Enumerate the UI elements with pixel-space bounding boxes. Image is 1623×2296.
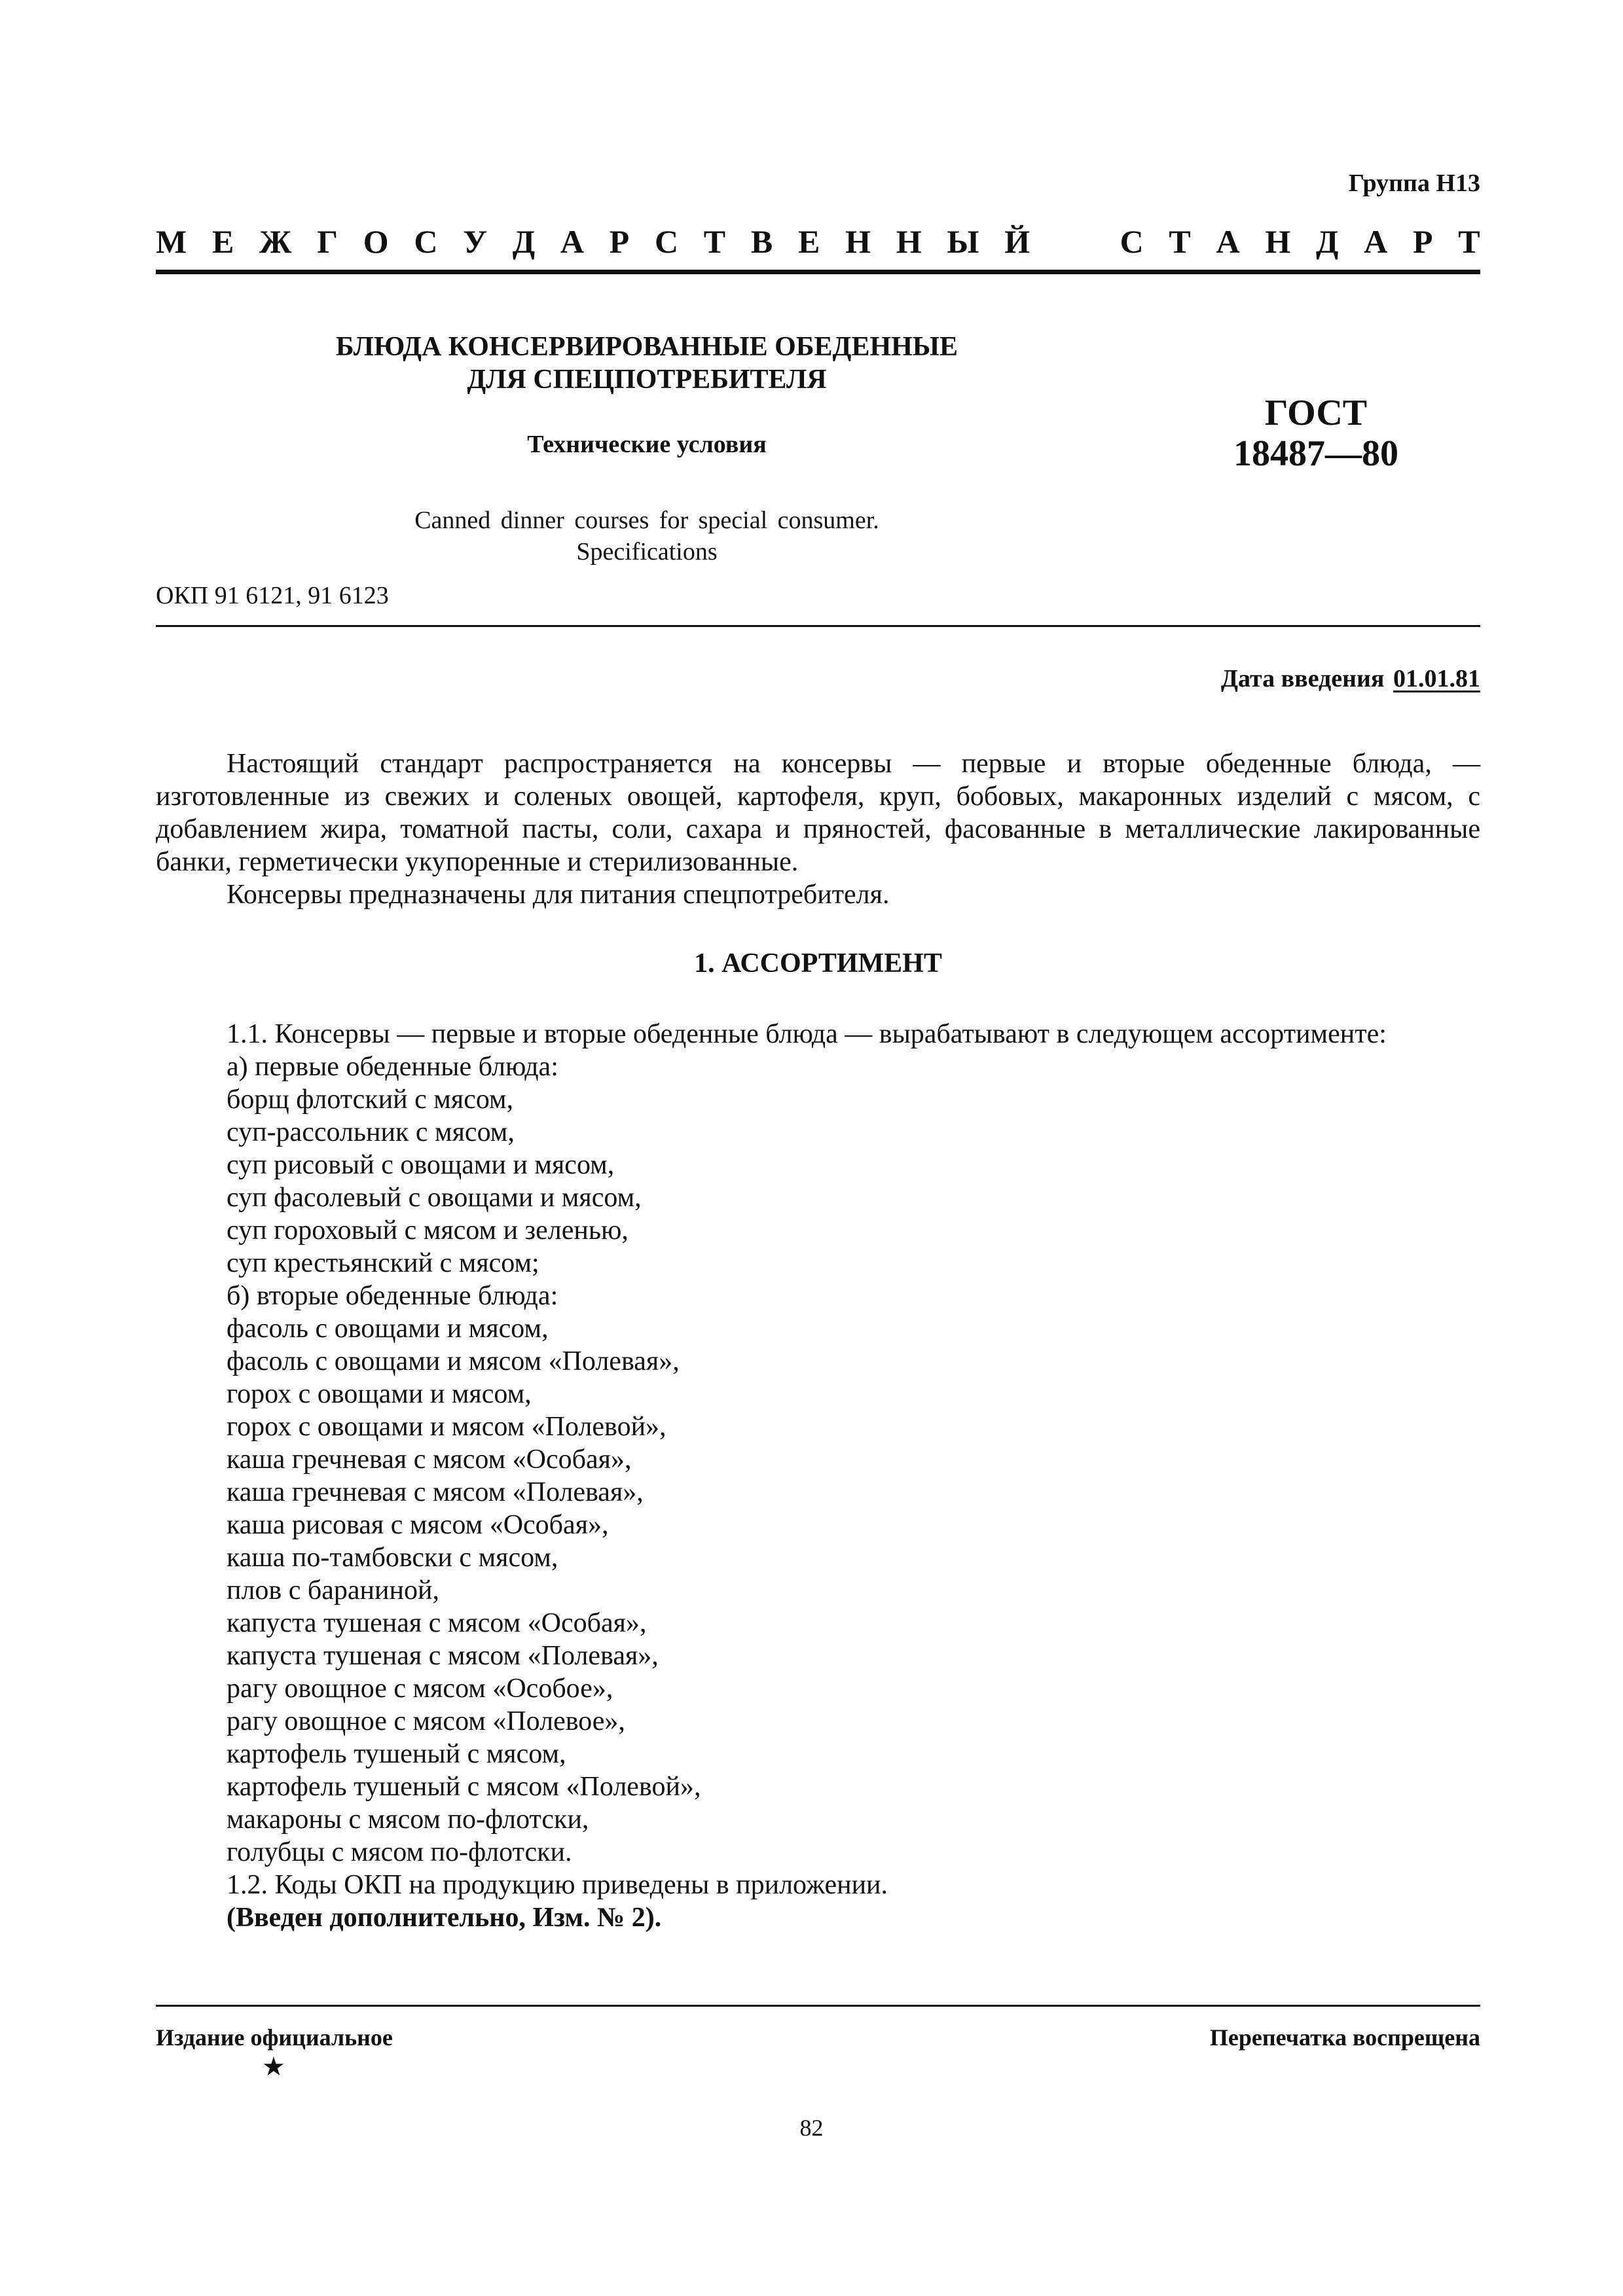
list-item: горох с овощами и мясом «Полевой»,: [227, 1412, 666, 1442]
list-item: суп фасолевый с овощами и мясом,: [227, 1183, 642, 1213]
list-item: а) первые обеденные блюда:: [227, 1052, 558, 1082]
heading-letter: Й: [1004, 223, 1030, 260]
list-item: рагу овощное с мясом «Полевое»,: [227, 1706, 625, 1736]
heading-letter: Н: [845, 223, 871, 260]
heading-letter: У: [463, 223, 487, 260]
list-item: рагу овощное с мясом «Особое»,: [227, 1674, 613, 1704]
list-item: борщ флотский с мясом,: [227, 1085, 514, 1115]
heading-letter: А: [1364, 223, 1388, 260]
intro-paragraph: Консервы предназначены для питания спецпотребителя.: [227, 880, 890, 910]
heading-letter: Ы: [947, 223, 979, 260]
heading-letter: Т: [703, 223, 726, 260]
list-item: капуста тушеная с мясом «Полевая»,: [227, 1641, 659, 1671]
list-item: каша рисовая с мясом «Особая»,: [227, 1510, 609, 1540]
list-item: фасоль с овощами и мясом,: [227, 1314, 549, 1344]
list-item: суп рисовый с овощами и мясом,: [227, 1150, 615, 1180]
heading-letter: О: [363, 223, 389, 260]
heading-letter: Н: [896, 223, 922, 260]
official-edition-label: Издание официальное: [156, 2024, 393, 2051]
list-item: голубцы с мясом по-флотски.: [227, 1837, 572, 1867]
heading-letter: С: [414, 223, 438, 260]
document-subtitle: Технические условия: [527, 431, 767, 458]
list-item: суп гороховый с мясом и зеленью,: [227, 1215, 629, 1246]
heading-letter: Р: [1412, 223, 1433, 260]
list-item: суп крестьянский с мясом;: [227, 1248, 539, 1278]
list-item: картофель тушеный с мясом «Полевой»,: [227, 1772, 701, 1802]
heading-letter: Т: [1169, 223, 1191, 260]
heading-letter: Р: [609, 223, 630, 260]
list-item: плов с бараниной,: [227, 1575, 439, 1605]
english-title-line-2: Specifications: [576, 538, 718, 565]
heading-letter: Е: [211, 223, 234, 260]
assortment-list: [227, 1018, 1480, 1934]
list-item: каша по-тамбовски с мясом,: [227, 1543, 558, 1573]
heading-letter: А: [560, 223, 584, 260]
list-item: 1.2. Коды ОКП на продукцию приведены в приложении.: [227, 1870, 888, 1900]
heading-letter: Д: [512, 223, 536, 260]
footer-rule: [156, 2005, 1480, 2007]
list-item: 1.1. Консервы — первые и вторые обеденные блюда — вырабатывают в следующем ассортименте:: [227, 1019, 1387, 1049]
intro-text: [156, 747, 1480, 911]
english-title-line-1: Canned dinner courses for special consumer.: [414, 507, 879, 534]
heading-letter: С: [1120, 223, 1144, 260]
heading-letter: Д: [1316, 223, 1339, 260]
section-title: 1. АССОРТИМЕНТ: [694, 948, 942, 978]
amendment-note: (Введен дополнительно, Изм. № 2).: [227, 1903, 662, 1933]
date-value: 01.01.81: [1393, 665, 1480, 692]
list-item: горох с овощами и мясом,: [227, 1379, 532, 1409]
document-title-line-2: ДЛЯ СПЕЦПОТРЕБИТЕЛЯ: [467, 365, 827, 395]
heading-letter: В: [750, 223, 773, 260]
word-gap: [1055, 223, 1095, 260]
list-item: картофель тушеный с мясом,: [227, 1739, 566, 1769]
header-rule: [156, 270, 1480, 274]
list-item: капуста тушеная с мясом «Особая»,: [227, 1608, 647, 1638]
heading-letter: А: [1216, 223, 1240, 260]
interstate-standard-heading: [156, 223, 1480, 260]
gost-designation: [1205, 393, 1427, 474]
heading-letter: Н: [1265, 223, 1291, 260]
okp-codes: ОКП 91 6121, 91 6123: [156, 582, 389, 609]
introduction-date: [1221, 664, 1480, 693]
heading-letter: Т: [1458, 223, 1480, 260]
list-item: фасоль с овощами и мясом «Полевая»,: [227, 1346, 680, 1376]
gost-label: ГОСТ: [1264, 393, 1368, 433]
date-label: Дата введения: [1220, 665, 1385, 692]
title-block: [156, 331, 1138, 567]
list-item: каша гречневая с мясом «Полевая»,: [227, 1477, 644, 1507]
list-item: б) вторые обеденные блюда:: [227, 1281, 558, 1311]
heading-letter: Ж: [259, 223, 292, 260]
gost-number: 18487—80: [1233, 433, 1398, 474]
reprint-prohibited-label: Перепечатка воспрещена: [1209, 2024, 1480, 2051]
document-title-line-1: БЛЮДА КОНСЕРВИРОВАННЫЕ ОБЕДЕННЫЕ: [335, 332, 958, 362]
list-item: каша гречневая с мясом «Особая»,: [227, 1444, 632, 1475]
list-item: суп-рассольник с мясом,: [227, 1117, 515, 1147]
page-number: 82: [799, 2115, 824, 2141]
heading-letter: М: [156, 223, 187, 260]
heading-letter: Е: [797, 223, 820, 260]
star-icon: ★: [262, 2052, 285, 2081]
list-item: макароны с мясом по-флотски,: [227, 1804, 589, 1835]
heading-letter: С: [654, 223, 679, 260]
group-label: Группа Н13: [1348, 170, 1480, 197]
heading-letter: Г: [317, 223, 338, 260]
title-rule: [156, 625, 1480, 627]
intro-paragraph: Настоящий стандарт распространяется на консервы — первые и вторые обеденные блюда, — изготовленные из свежих и соленых овощей, картофеля, круп, бобовых, макаронных изделий с мясом, с добавлением жира, томатной пасты, соли, сахара и пряностей, фасованные в металлические лакированные банки, герметически укупоренные и стерилизованные.: [156, 749, 1480, 877]
